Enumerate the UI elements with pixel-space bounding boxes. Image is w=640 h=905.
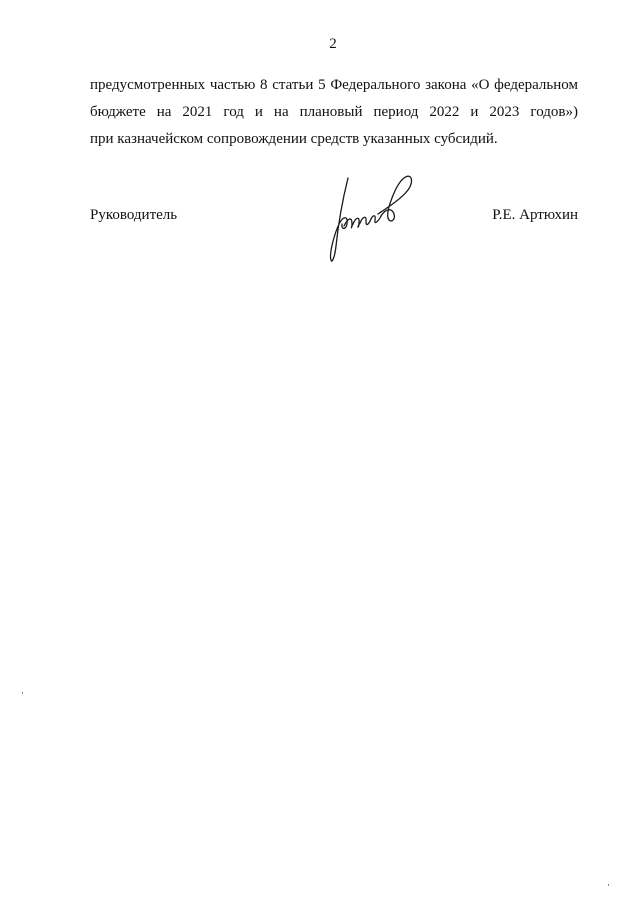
page-number: 2 <box>329 36 337 52</box>
paragraph-line: бюджете на 2021 год и на плановый период 2022 и 2023 годов») <box>90 104 578 120</box>
handwritten-signature <box>326 172 418 264</box>
paragraph-line: при казначейском сопровождении средств указанных субсидий. <box>90 131 498 147</box>
signatory-role: Руководитель <box>90 207 178 223</box>
signatory-name: Р.Е. Артюхин <box>492 207 578 223</box>
scan-speck <box>608 884 609 886</box>
paragraph-line: предусмотренных частью 8 статьи 5 Федерального закона «О федеральном <box>90 77 578 93</box>
body-paragraph <box>90 72 578 153</box>
scan-speck <box>22 692 23 694</box>
